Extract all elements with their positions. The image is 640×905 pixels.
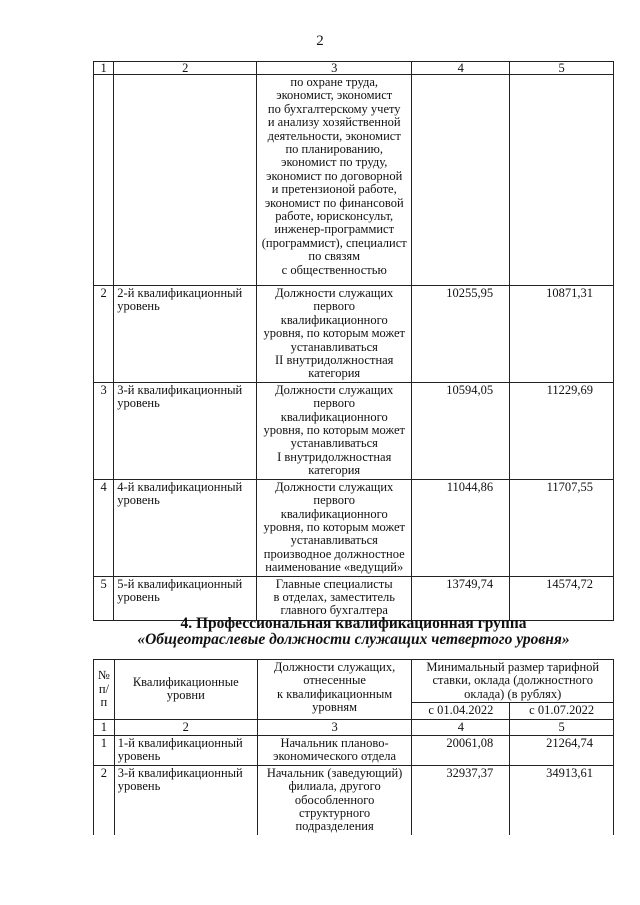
table-row xyxy=(94,736,614,766)
qualification-level: 5-й квалификационный уровень xyxy=(114,576,257,620)
column-number: 1 xyxy=(94,719,115,735)
section-subtitle: «Общеотраслевые должности служащих четвертого уровня» xyxy=(137,631,570,648)
rate-july xyxy=(510,75,614,286)
job-positions: Должности служащих первого квалификационного уровня, по которым может устанавливаться I внутридолжностная категория xyxy=(257,382,412,479)
column-number: 2 xyxy=(114,62,257,75)
column-number: 1 xyxy=(94,62,114,75)
header-date-july: с 01.07.2022 xyxy=(510,703,614,719)
row-number: 2 xyxy=(94,765,115,835)
rate-april: 13749,74 xyxy=(412,576,510,620)
column-number: 2 xyxy=(114,719,257,735)
rate-july: 10871,31 xyxy=(510,286,614,383)
qualification-level: 3-й квалификационный уровень xyxy=(114,765,257,835)
job-positions: Начальник планово- экономического отдела xyxy=(257,736,412,766)
row-number: 4 xyxy=(94,479,114,576)
row-number: 3 xyxy=(94,382,114,479)
rate-april: 32937,37 xyxy=(412,765,510,835)
rate-july: 21264,74 xyxy=(510,736,614,766)
header-positions: Должности служащих, отнесенные к квалификационным уровням xyxy=(257,660,412,720)
column-number-row xyxy=(94,719,614,735)
job-positions: Должности служащих первого квалификационного уровня, по которым может устанавливаться производное должностное наименование «ведущий» xyxy=(257,479,412,576)
rate-april: 11044,86 xyxy=(412,479,510,576)
job-positions: Начальник (заведующий) филиала, другого обособленного структурного подразделения xyxy=(257,765,412,835)
page-number: 2 xyxy=(316,33,324,49)
column-number-row xyxy=(94,62,614,75)
table-row xyxy=(94,286,614,383)
header-row xyxy=(94,660,614,703)
rate-july: 11229,69 xyxy=(510,382,614,479)
header-date-april: с 01.04.2022 xyxy=(412,703,510,719)
rate-april: 20061,08 xyxy=(412,736,510,766)
column-number: 4 xyxy=(412,719,510,735)
rate-april: 10255,95 xyxy=(412,286,510,383)
rate-april xyxy=(412,75,510,286)
row-number: 2 xyxy=(94,286,114,383)
table-row xyxy=(94,479,614,576)
header-rate: Минимальный размер тарифной ставки, оклада (должностного оклада) (в рублях) xyxy=(412,660,614,703)
row-number xyxy=(94,75,114,286)
table-row xyxy=(94,382,614,479)
table-row xyxy=(94,576,614,620)
job-positions: Главные специалисты в отделах, заместитель главного бухгалтера xyxy=(257,576,412,620)
rate-july: 14574,72 xyxy=(510,576,614,620)
table-row xyxy=(94,75,614,286)
column-number: 4 xyxy=(412,62,510,75)
rate-july: 11707,55 xyxy=(510,479,614,576)
section-title: 4. Профессиональная квалификационная группа xyxy=(180,615,527,632)
job-positions: Должности служащих первого квалификационного уровня, по которым может устанавливаться II внутридолжностная категория xyxy=(257,286,412,383)
qualification-level: 4-й квалификационный уровень xyxy=(114,479,257,576)
qualification-table-group-4 xyxy=(93,659,614,835)
column-number: 5 xyxy=(510,719,614,735)
column-number: 5 xyxy=(510,62,614,75)
row-number: 5 xyxy=(94,576,114,620)
rate-july: 34913,61 xyxy=(510,765,614,835)
rate-april: 10594,05 xyxy=(412,382,510,479)
qualification-table-continued xyxy=(93,61,614,621)
header-num: № п/п xyxy=(94,660,115,720)
row-number: 1 xyxy=(94,736,115,766)
qualification-level: 3-й квалификационный уровень xyxy=(114,382,257,479)
qualification-level: 1-й квалификационный уровень xyxy=(114,736,257,766)
job-positions: по охране труда, экономист, экономист по бухгалтерскому учету и анализу хозяйственной деятельности, экономист по планированию, экономист по труду, экономист по договорной и претензионой работе, экономист по финансовой работе, юрисконсульт, инженер-программист (программист), специалист по связям с общественностью xyxy=(257,75,412,286)
section-heading xyxy=(93,616,614,648)
table-row xyxy=(94,765,614,835)
column-number: 3 xyxy=(257,719,412,735)
column-number: 3 xyxy=(257,62,412,75)
header-level: Квалификационные уровни xyxy=(114,660,257,720)
qualification-level xyxy=(114,75,257,286)
qualification-level: 2-й квалификационный уровень xyxy=(114,286,257,383)
